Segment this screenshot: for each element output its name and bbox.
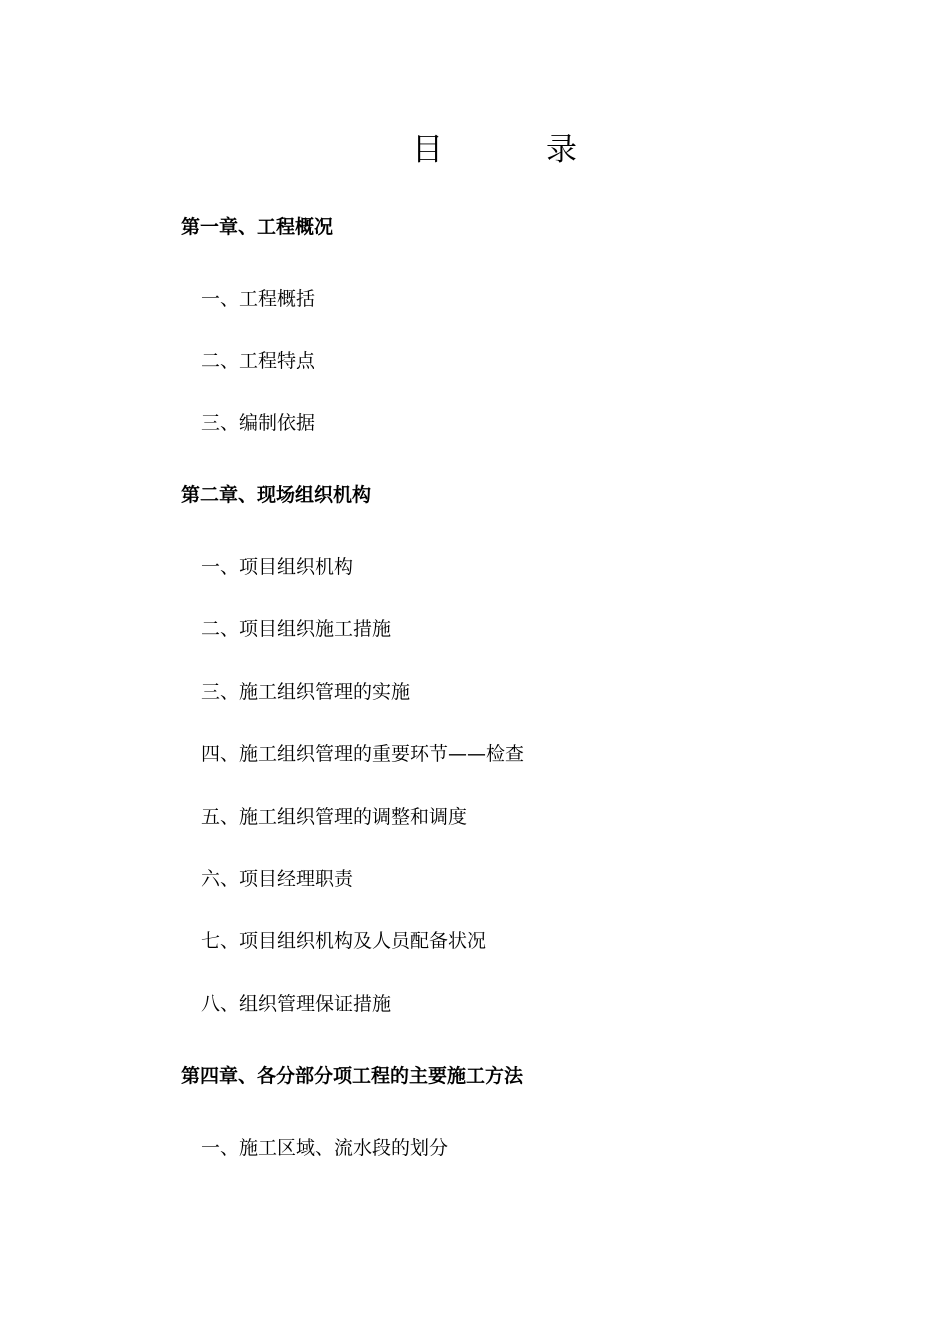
toc-section-2-1[interactable]: 一、项目组织机构 — [201, 556, 354, 578]
toc-section-2-4[interactable]: 四、施工组织管理的重要环节——检查 — [201, 743, 525, 765]
toc-section-2-2[interactable]: 二、项目组织施工措施 — [201, 618, 392, 640]
toc-section-1-2[interactable]: 二、工程特点 — [201, 350, 316, 372]
toc-section-2-5[interactable]: 五、施工组织管理的调整和调度 — [201, 806, 468, 828]
toc-chapter-1[interactable]: 第一章、工程概况 — [181, 216, 334, 238]
page-title — [0, 128, 950, 172]
toc-chapter-4[interactable]: 第四章、各分部分项工程的主要施工方法 — [181, 1065, 524, 1087]
toc-section-1-3[interactable]: 三、编制依据 — [201, 412, 316, 434]
toc-chapter-2[interactable]: 第二章、现场组织机构 — [181, 484, 372, 506]
toc-section-4-1[interactable]: 一、施工区域、流水段的划分 — [201, 1137, 449, 1159]
toc-section-2-6[interactable]: 六、项目经理职责 — [201, 868, 354, 890]
toc-section-1-1[interactable]: 一、工程概括 — [201, 288, 316, 310]
toc-section-2-7[interactable]: 七、项目组织机构及人员配备状况 — [201, 930, 487, 952]
title-char-lu: 录 — [546, 132, 577, 168]
toc-section-2-8[interactable]: 八、组织管理保证措施 — [201, 993, 392, 1015]
toc-section-2-3[interactable]: 三、施工组织管理的实施 — [201, 681, 411, 703]
title-char-mu: 目 — [412, 132, 443, 168]
